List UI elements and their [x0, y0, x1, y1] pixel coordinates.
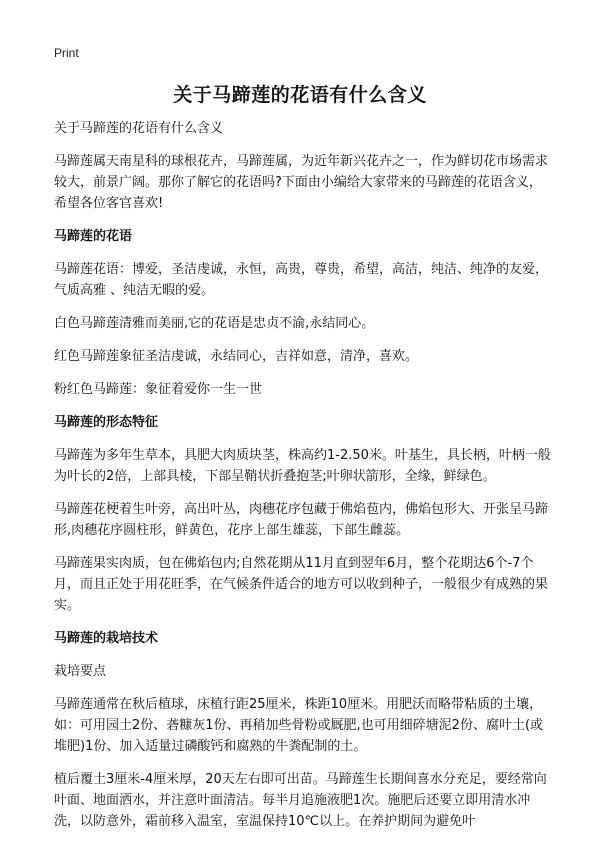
section-heading-floriography: 马蹄莲的花语	[54, 229, 133, 244]
paragraph: 马蹄莲花语：博爱，圣洁虔诚，永恒，高贵，尊贵，希望，高洁，纯洁、纯净的友爱，气质高雅 、纯洁无暇的爱。	[54, 262, 549, 298]
section-heading-morphology: 马蹄莲的形态特征	[54, 415, 159, 430]
article-body	[54, 118, 554, 844]
paragraph: 白色马蹄莲清雅而美丽,它的花语是忠贞不渝,永结同心。	[54, 316, 375, 331]
paragraph: 马蹄莲为多年生草本，具肥大肉质块茎，株高约1-2.50米。叶基生，具长柄，叶柄一般为叶长的2倍，上部具棱，下部呈鞘状折叠抱茎;叶卵状箭形，全缘，鲜绿色。	[54, 448, 551, 484]
paragraph: 马蹄莲果实肉质，包在佛焰包内;自然花期从11月直到翌年6月，整个花期达6个-7个月，而且正处于用花旺季，在气候条件适合的地方可以收到种子，一般很少有成熟的果实。	[54, 556, 549, 613]
intro-paragraph: 马蹄莲属天南星科的球根花卉，马蹄莲属，为近年新兴花卉之一，作为鲜切花市场需求较大，前景广阔。那你了解它的花语吗?下面由小编给大家带来的马蹄莲的花语含义，希望各位客官喜欢!	[54, 154, 549, 211]
article-subtitle: 关于马蹄莲的花语有什么含义	[54, 121, 224, 136]
paragraph: 马蹄莲花梗着生叶旁，高出叶丛，肉穗花序包藏于佛焰苞内，佛焰包形大、开张呈马蹄形,肉穗花序圆柱形，鲜黄色，花序上部生雄蕊，下部生雌蕊。	[54, 502, 549, 538]
paragraph: 红色马蹄莲象征圣洁虔诚，永结同心，吉祥如意，清净，喜欢。	[54, 349, 419, 364]
subheading: 栽培要点	[54, 664, 107, 679]
paragraph: 马蹄莲通常在秋后植球，床植行距25厘米，株距10厘米。用肥沃而略带粘质的土壤，如：可用园土2份、砻糠灰1份、再稍加些骨粉或厩肥,也可用细碎塘泥2份、腐叶土(或堆肥)1份、加入适量过磷酸钙和腐熟的牛粪配制的土。	[54, 697, 544, 754]
section-heading-cultivation: 马蹄莲的栽培技术	[54, 631, 159, 646]
paragraph: 粉红色马蹄莲：象征着爱你一生一世	[54, 382, 263, 397]
print-label: Print	[54, 46, 79, 60]
page-title: 关于马蹄莲的花语有什么含义	[173, 84, 427, 106]
paragraph: 植后覆土3厘米-4厘米厚，20天左右即可出苗。马蹄莲生长期间喜水分充足，要经常向叶面、地面洒水，并注意叶面清洁。每半月追施液肥1次。施肥后还要立即用清水冲洗，以防意外，霜前移入温室，室温保持10℃以上。在养护期间为避免叶	[54, 772, 547, 829]
